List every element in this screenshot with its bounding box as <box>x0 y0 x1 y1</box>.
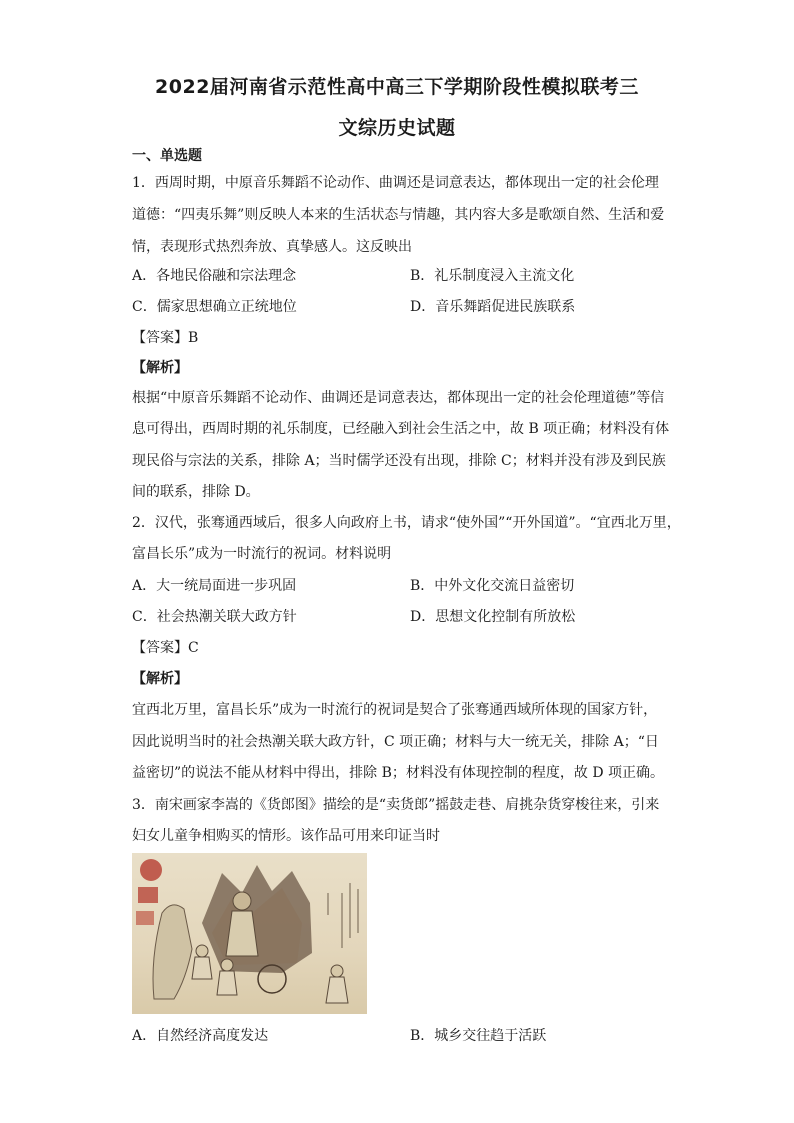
q2-option-c: C．社会热潮关联大政方针 <box>132 609 297 625</box>
q3-option-a: A．自然经济高度发达 <box>132 1028 269 1044</box>
q3-option-b: B．城乡交往趋于活跃 <box>410 1028 547 1044</box>
q1-option-d: D．音乐舞蹈促进民族联系 <box>410 299 576 315</box>
q3-stem-line: 妇女儿童争相购买的情形。该作品可用来印证当时 <box>132 828 440 844</box>
q1-option-b: B．礼乐制度浸入主流文化 <box>410 268 575 284</box>
q1-stem-line: 1．西周时期，中原音乐舞蹈不论动作、曲调还是词意表达，都体现出一定的社会伦理 <box>132 175 659 191</box>
q2-analysis-label: 【解析】 <box>132 671 188 687</box>
q2-analysis-line: 因此说明当时的社会热潮关联大政方针，C 项正确；材料与大一统无关，排除 A；“日 <box>132 734 659 750</box>
huolang-painting-image <box>132 853 367 1014</box>
q2-option-a: A．大一统局面进一步巩固 <box>132 578 297 594</box>
q2-analysis-line: 宜西北万里，富昌长乐”成为一时流行的祝词是契合了张骞通西域所体现的国家方针， <box>132 702 658 718</box>
q1-analysis-label: 【解析】 <box>132 360 188 376</box>
section-heading: 一、单选题 <box>132 148 202 164</box>
q2-stem-line: 富昌长乐”成为一时流行的祝词。材料说明 <box>132 546 392 562</box>
q1-analysis-line: 现民俗与宗法的关系，排除 A；当时儒学还没有出现，排除 C；材料并没有涉及到民族 <box>132 453 666 469</box>
q1-analysis-line: 根据“中原音乐舞蹈不论动作、曲调还是词意表达，都体现出一定的社会伦理道德”等信 <box>132 390 665 406</box>
q1-option-c: C．儒家思想确立正统地位 <box>132 299 297 315</box>
q1-stem-line: 道德：“四夷乐舞”则反映人本来的生活状态与情趣，其内容大多是歌颂自然、生活和爱 <box>132 207 665 223</box>
q3-stem-line: 3．南宋画家李嵩的《货郎图》描绘的是“卖货郎”摇鼓走巷、肩挑杂货穿梭往来，引来 <box>132 797 660 813</box>
q2-answer: 【答案】C <box>132 640 199 656</box>
q1-analysis-line: 间的联系，排除 D。 <box>132 484 260 500</box>
document-title: 2022届河南省示范性高中高三下学期阶段性模拟联考三 <box>155 76 639 98</box>
q2-option-d: D．思想文化控制有所放松 <box>410 609 576 625</box>
q2-stem-line: 2．汉代，张骞通西域后，很多人向政府上书，请求“使外国”“开外国道”。“宜西北万里， <box>132 515 681 531</box>
q1-analysis-line: 息可得出，西周时期的礼乐制度，已经融入到社会生活之中，故 B 项正确；材料没有体 <box>132 421 670 437</box>
document-subtitle: 文综历史试题 <box>338 117 456 139</box>
q2-analysis-line: 益密切”的说法不能从材料中得出，排除 B；材料没有体现控制的程度，故 D 项正确。 <box>132 765 665 781</box>
q1-option-a: A．各地民俗融和宗法理念 <box>132 268 297 284</box>
q1-answer: 【答案】B <box>132 330 199 346</box>
q2-option-b: B．中外文化交流日益密切 <box>410 578 575 594</box>
q1-stem-line: 情，表现形式热烈奔放、真挚感人。这反映出 <box>132 239 412 255</box>
painting-illustration <box>132 853 367 1014</box>
